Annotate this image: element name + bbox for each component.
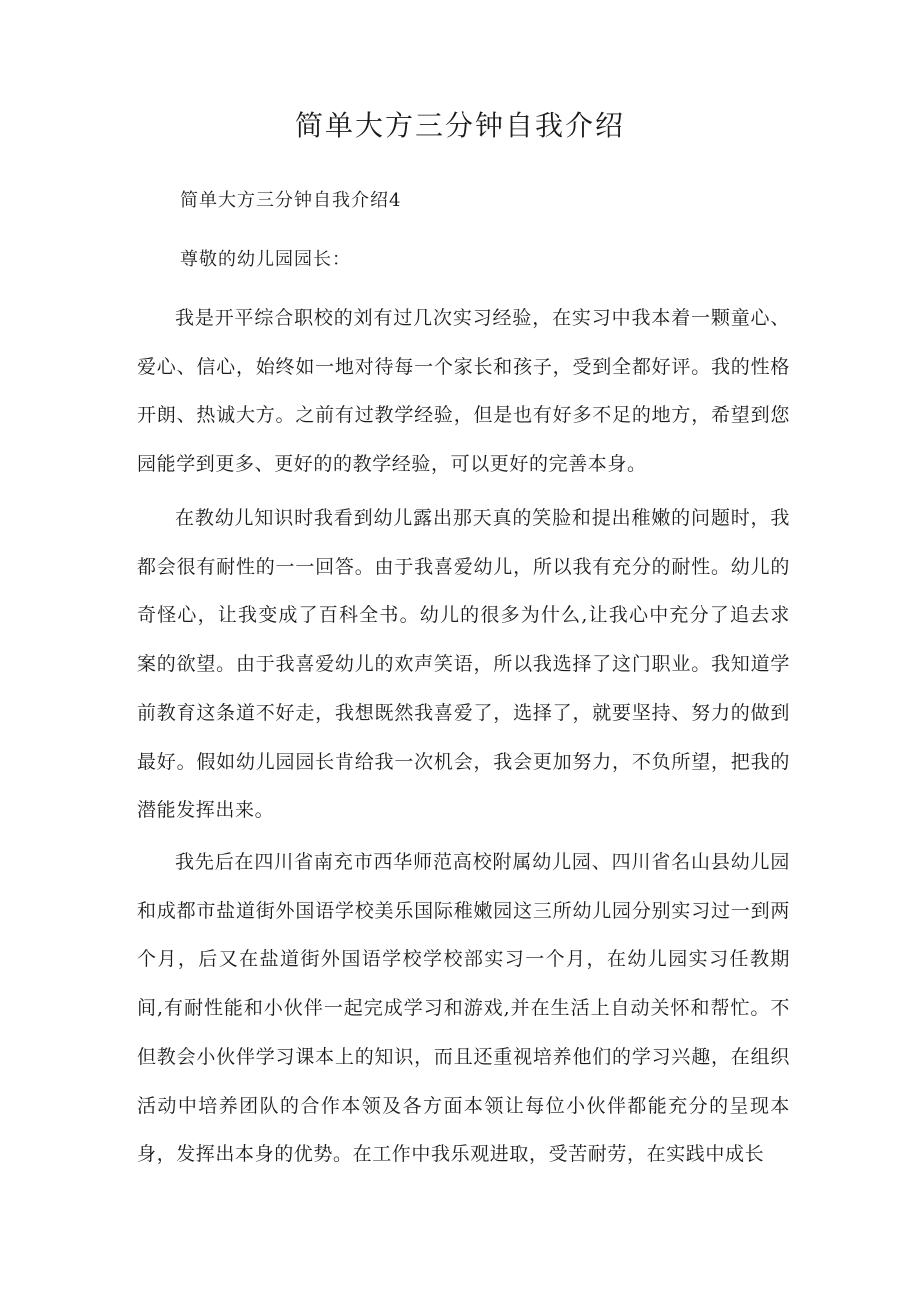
document-title: 简单大方三分钟自我介绍 bbox=[294, 109, 625, 142]
document-subtitle: 简单大方三分钟自我介绍4 bbox=[180, 190, 402, 211]
paragraph: 在教幼儿知识时我看到幼儿露出那天真的笑脸和提出稚嫩的问题时，我都会很有耐性的一一回答。由于我喜爱幼儿，所以我有充分的耐性。幼儿的奇怪心，让我变成了百科全书。幼儿的很多为什么,让我心中充分了追去求案的欲望。由于我喜爱幼儿的欢声笑语，所以我选择了这门职业。我知道学前教育这条道不好走，我想既然我喜爱了，选择了，就要坚持、努力的做到最好。假如幼儿园园长肯给我一次机会，我会更加努力，不负所望，把我的潜能发挥出来。 bbox=[137, 507, 790, 822]
salutation: 尊敬的幼儿园园长： bbox=[180, 249, 351, 270]
paragraph: 我是开平综合职校的刘有过几次实习经验，在实习中我本着一颗童心、爱心、信心，始终如一地对待每一个家长和孩子，受到全都好评。我的性格开朗、热诚大方。之前有过教学经验，但是也有好多不足的地方，希望到您园能学到更多、更好的的教学经验，可以更好的完善本身。 bbox=[137, 307, 790, 476]
paragraph: 我先后在四川省南充市西华师范高校附属幼儿园、四川省名山县幼儿园和成都市盐道街外国语学校美乐国际稚嫩园这三所幼儿园分别实习过一到两个月，后又在盐道街外国语学校学校部实习一个月，在幼儿园实习任教期间,有耐性能和小伙伴一起完成学习和游戏,并在生活上自动关怀和帮忙。不但教会小伙伴学习课本上的知识，而且还重视培养他们的学习兴趣，在组织活动中培养团队的合作本领及各方面本领让每位小伙伴都能充分的呈现本身，发挥出本身的优势。在工作中我乐观进取，受苦耐劳，在实践中成长 bbox=[137, 851, 790, 1166]
